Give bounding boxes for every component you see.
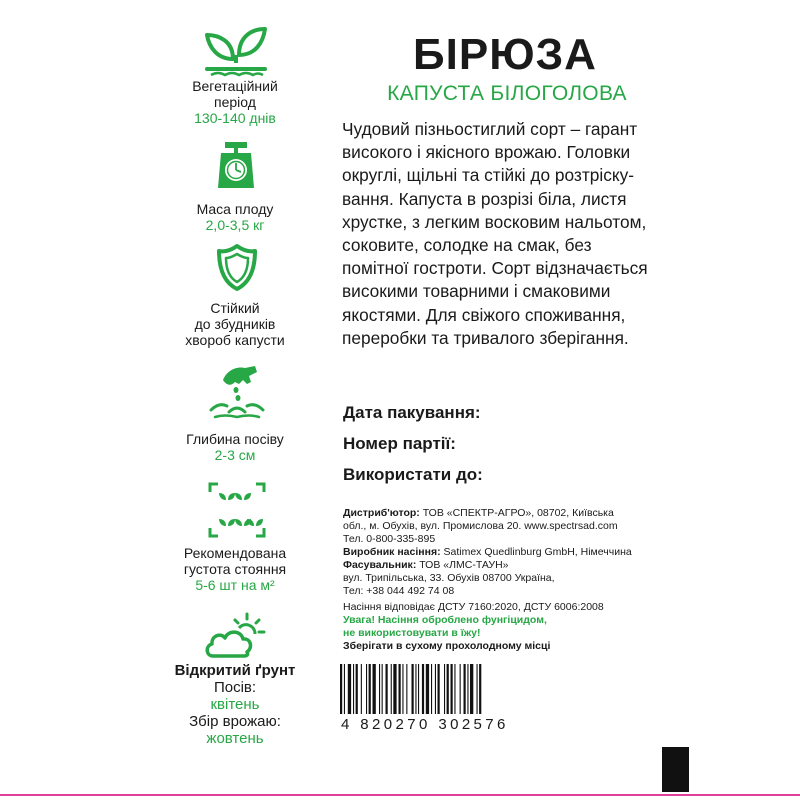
barcode-bar (406, 664, 407, 714)
barcode-bar (399, 664, 401, 714)
barcode-bar (464, 664, 466, 714)
vegetation-value: 130-140 днів (194, 110, 276, 126)
packer-line (343, 559, 663, 572)
barcode-bar (393, 664, 396, 714)
depth-label: Глибина посіву (186, 431, 284, 447)
vegetation-period (150, 78, 320, 126)
plant-density (150, 545, 320, 593)
product-subtitle: КАПУСТА БІЛОГОЛОВА (387, 82, 627, 105)
barcode-bar (386, 664, 388, 714)
vegetation-line2: період (214, 94, 256, 110)
fruit-mass (150, 201, 320, 233)
vegetation-line1: Вегетаційний (192, 78, 278, 94)
sowing-hand-icon (207, 362, 267, 420)
barcode-bar (340, 664, 342, 714)
barcode-bar (477, 664, 478, 714)
barcode-bar (454, 664, 455, 714)
resistant-line3: хвороб капусти (185, 332, 285, 348)
harvest-value: жовтень (206, 730, 264, 747)
depth-value: 2-3 см (214, 447, 256, 463)
distributor-text: ТОВ «СПЕКТР-АГРО», 08702, Київська (419, 507, 614, 519)
resistant-line2: до збудників (194, 316, 276, 332)
barcode-bar (422, 664, 424, 714)
product-description (342, 118, 682, 350)
density-line1: Рекомендована (183, 545, 287, 561)
distributor-phone: Тел. 0-800-335-895 (343, 533, 436, 545)
notes (343, 601, 663, 653)
barcode-bar (431, 664, 432, 714)
disease-resistance (150, 300, 320, 348)
barcode-bar (444, 664, 445, 714)
harvest-label: Збір врожаю: (189, 713, 281, 730)
warning-line1: Увага! Насіння оброблено фунгіцидом, (343, 614, 547, 626)
distributor-address: обл., м. Обухів, вул. Промислова 20. www.spectrsad.com (343, 520, 618, 532)
description-line: високими товарними і смаковими (342, 281, 611, 302)
description-line: Чудовий пізньостиглий сорт – гарант (342, 119, 638, 139)
density-line2: густота стояння (183, 561, 287, 577)
company-info (343, 507, 663, 598)
producer-text: Satimex Quedlinburg GmbH, Німеччина (440, 546, 632, 558)
use-by-label: Використати до: (343, 465, 483, 484)
plant-grid-icon (208, 482, 266, 538)
barcode (340, 664, 526, 714)
dstu-note: Насіння відповідає ДСТУ 7160:2020, ДСТУ 6006:2008 (343, 601, 604, 613)
barcode-bar (479, 664, 481, 714)
description-line: переробки та тривалого зберігання. (342, 327, 629, 348)
mass-label: Маса плоду (196, 201, 274, 217)
description-line: якостями. Для свіжого споживання, (342, 304, 626, 325)
barcode-bar (373, 664, 376, 714)
barcode-bar (467, 664, 468, 714)
barcode-bar (379, 664, 380, 714)
barcode-bar (356, 664, 358, 714)
resistant-line1: Стійкий (210, 300, 260, 316)
description-line: округлі, щільні та стійкі до розтріску- (342, 165, 634, 186)
barcode-bar (438, 664, 440, 714)
registration-mark (662, 747, 689, 792)
description-line: вання. Капуста в розрізі біла, листя (342, 188, 627, 209)
barcode-bar (369, 664, 371, 714)
density-value: 5-6 шт на м² (195, 577, 275, 593)
warning-line2: не використовувати в їжу! (343, 627, 481, 639)
distributor-label: Дистриб'ютор: (343, 507, 420, 519)
product-title: БІРЮЗА (413, 30, 597, 79)
sow-value: квітень (210, 696, 260, 713)
barcode-bar (460, 664, 461, 714)
sprout-icon (203, 25, 269, 77)
barcode-bar (402, 664, 403, 714)
sow-label: Посів: (213, 679, 257, 696)
pack-date-label: Дата пакування: (343, 403, 481, 422)
open-ground (150, 662, 320, 747)
barcode-bar (382, 664, 383, 714)
description-line: соковите, солодке на смак, без (342, 235, 592, 256)
barcode-bar (348, 664, 351, 714)
barcode-bar (418, 664, 419, 714)
barcode-bar (412, 664, 414, 714)
description-line: високого і якісного врожаю. Головки (342, 142, 631, 163)
sowing-depth (150, 431, 320, 463)
barcode-bar (426, 664, 429, 714)
barcode-bar (415, 664, 416, 714)
barcode-bar (344, 664, 345, 714)
barcode-bar (470, 664, 473, 714)
barcode-bar (435, 664, 436, 714)
barcode-bar (366, 664, 367, 714)
packer-text: ТОВ «ЛМС-ТАУН» (416, 559, 509, 571)
packer-label: Фасувальник: (343, 559, 417, 571)
barcode-number: 4 820270 302576 (341, 716, 509, 733)
scale-icon (216, 140, 256, 190)
barcode-bar (391, 664, 392, 714)
barcode-bar (451, 664, 453, 714)
producer-line (343, 546, 663, 559)
shield-icon (216, 243, 258, 291)
description-line: помітної гостроти. Сорт відзначається (342, 258, 648, 279)
packer-phone: Тел: +38 044 492 74 08 (343, 585, 455, 597)
sun-cloud-icon (203, 612, 267, 660)
barcode-bar (353, 664, 354, 714)
storage-note: Зберігати в сухому прохолодному місці (343, 640, 551, 652)
batch-number-label: Номер партії: (343, 434, 456, 453)
mass-value: 2,0-3,5 кг (205, 217, 265, 233)
barcode-bar (361, 664, 362, 714)
distributor-line (343, 507, 663, 520)
bottom-stripe (0, 794, 800, 796)
ground-label: Відкритий ґрунт (174, 662, 296, 679)
description-line: хрустке, з легким восковим нальотом, (342, 211, 647, 232)
packer-address: вул. Трипільська, 33. Обухів 08700 Україна, (343, 572, 555, 584)
barcode-bar (447, 664, 449, 714)
producer-label: Виробник насіння: (343, 546, 441, 558)
